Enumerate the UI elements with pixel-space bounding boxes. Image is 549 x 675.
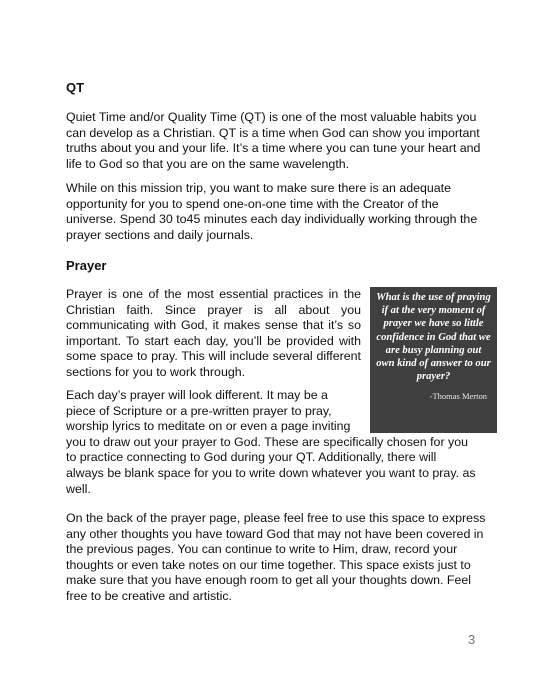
prayer-paragraph-3: On the back of the prayer page, please feel free to use this space to express any other thoughts you have toward God that may not have been covered in the previous pages. You can continue to write to Him, draw, record your thoughts or even take notes on our time together. This space exists just to make sure that you have enough room to get all your thoughts down. Feel free to be creative and artistic. <box>66 511 486 603</box>
quote-box <box>370 287 497 433</box>
quote-author: -Thomas Merton <box>429 391 487 402</box>
page-number: 3 <box>468 632 476 647</box>
prayer-paragraph-2-text: Each day’s prayer will look different. It may be a piece of Scripture or a pre-written prayer to pray, worship lyrics to meditate on or even a page inviting you to draw out your prayer to God. These are specifically chosen for you to practice connecting to God during your QT. Additionally, there will always be blank space for you to write down whatever you want to pray. as well. <box>66 388 476 496</box>
qt-paragraph-2: While on this mission trip, you want to make sure there is an adequate opportunity for you to spend one-on-one time with the Creator of the universe. Spend 30 to45 minutes each day individually working through the prayer sections and daily journals. <box>66 181 478 242</box>
prayer-heading: Prayer <box>66 258 107 273</box>
qt-paragraph-1: Quiet Time and/or Quality Time (QT) is one of the most valuable habits you can develop as a Christian. QT is a time when God can show you important truths about you and your life. It’s a time where you can tune your heart and life to God so that you are on the same wavelength. <box>66 110 481 171</box>
prayer-paragraph-1: Prayer is one of the most essential practices in the Christian faith. Since prayer is all about you communicating with God, it makes sense that it’s so important. To start each day, you’ll be provided with some space to pray. This will include several different sections for you to work through. <box>66 287 361 379</box>
quote-text: What is the use of praying if at the very moment of prayer we have so little confidence in God that we are busy planning out own kind of answer to our prayer? <box>376 292 491 383</box>
qt-heading: QT <box>66 80 85 95</box>
